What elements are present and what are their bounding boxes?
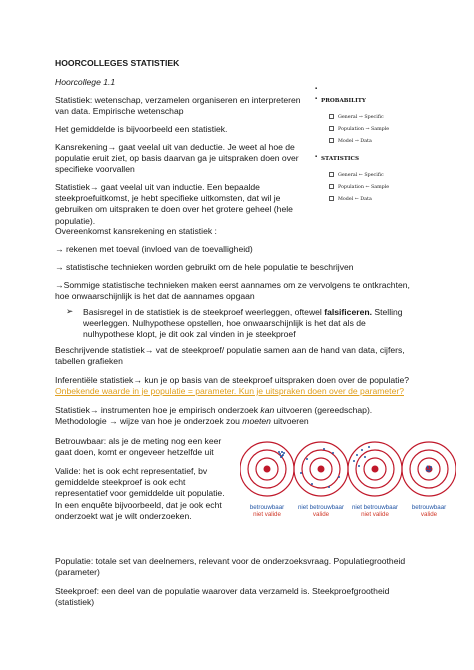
statistics-row	[329, 172, 384, 178]
probability-row-text: Model → Data	[338, 139, 372, 144]
para-toeval: → rekenen met toeval (invloed van de toevalligheid)	[55, 244, 253, 254]
statistics-row	[329, 196, 372, 202]
target-not-reliable-valid	[294, 442, 348, 496]
reliability-validity-figure	[240, 436, 456, 526]
para-gemiddelde: Het gemiddelde is bijvoorbeeld een statistiek.	[55, 124, 228, 134]
statistics-row-text: Model ← Data	[338, 197, 372, 202]
para-statistiek-inductie: Statistiek→ gaat veelal uit van inductie. Een bepaalde steekproefuitkomst, je hebt specifieke uitkomsten, dat wil je gebruiken om uitspraken te doen over het grotere geheel (hele populatie).	[55, 182, 293, 226]
checkbox-icon	[329, 138, 334, 143]
target-label	[345, 504, 405, 518]
statistics-row	[329, 184, 389, 190]
para-steekproef: Steekproef: een deel van de populatie waarover data verzameld is. Steekproefgrootheid (statistiek)	[55, 586, 390, 608]
target-label-top: betrouwbaar	[249, 504, 285, 511]
probability-row-text: General → Specific	[338, 115, 384, 120]
para-kansrekening: Kansrekening→ gaat veelal uit van deductie. Je weet al hoe de populatie eruit ziet, op basis daarvan ga je uitspraken doen over specifieke voorvallen	[55, 142, 299, 175]
document-title: HOORCOLLEGES STATISTIEK	[55, 58, 180, 68]
checkbox-icon	[329, 172, 334, 177]
instrumenten-text: Statistiek→ instrumenten hoe je empirisch onderzoek	[55, 405, 261, 415]
basisregel-text: Basisregel in de statistiek is de steekproef weerleggen, oftewel	[83, 307, 325, 317]
para-valide: Valide: het is ook echt representatief, bv gemiddelde steekproef is ook echt representatief voor gemiddelde uit populatie. In een enquête bijvoorbeeld, dat je ook echt onderzoekt wat je wilt onderzoeken.	[55, 466, 225, 521]
checkbox-icon	[329, 114, 334, 119]
moeten-term: moeten	[242, 416, 271, 427]
bullet-icon: ▪	[315, 86, 318, 92]
target-label-bottom: niet valide	[361, 511, 389, 518]
target-label-top: niet betrouwbaar	[351, 504, 399, 511]
kan-term: kan	[260, 405, 275, 415]
target-label-bottom: valide	[312, 511, 330, 518]
target-label-bottom: niet valide	[253, 511, 281, 518]
checkbox-icon	[329, 126, 334, 131]
methodologie-text: uitvoeren (gereedschap). Methodologie → wijze van hoe je onderzoek zou	[55, 405, 373, 427]
uitvoeren-text: uitvoeren	[270, 416, 309, 427]
targets-illustration	[240, 436, 456, 502]
target-label	[291, 504, 351, 518]
falsificeren-term: falsificeren.	[324, 307, 372, 317]
checkbox-icon	[329, 184, 334, 189]
statistics-row-text: General ← Specific	[338, 173, 384, 178]
para-overeenkomst: Overeenkomst kansrekening en statistiek :	[55, 226, 217, 236]
basisregel-text-rest: Stelling weerleggen. Nulhypothese opstellen, hoe onwaarschijnlijk is het dat als de nulhypothese klopt, je dit ook zal vinden in je steekproef	[83, 307, 403, 340]
para-instrumenten	[55, 405, 415, 427]
target-label-top: niet betrouwbaar	[297, 504, 345, 511]
target-label	[237, 504, 297, 518]
para-statistiek-definitie: Statistiek: wetenschap, verzamelen organiseren en interpreteren van data. Empirische wetenschap	[55, 95, 301, 117]
probability-statistics-figure	[313, 88, 423, 216]
para-beschrijvende: Beschrijvende statistiek→ vat de steekproef/ populatie samen aan de hand van data, cijfers, tabellen grafieken	[55, 345, 405, 367]
probability-row	[329, 138, 372, 144]
bullet-icon: ▪	[315, 96, 318, 102]
probability-row	[329, 114, 384, 120]
checkbox-icon	[329, 196, 334, 201]
target-reliable-valid	[402, 442, 456, 496]
statistics-heading: STATISTICS	[321, 156, 360, 162]
target-reliable-not-valid	[240, 442, 294, 496]
target-label-top: betrouwbaar	[411, 504, 447, 511]
para-betrouwbaar: Betrouwbaar: als je de meting nog een keer gaat doen, komt er ongeveer hetzelfde uit	[55, 436, 222, 458]
target-not-reliable-not-valid	[348, 442, 402, 496]
probability-heading: PROBABILITY	[321, 98, 366, 104]
probability-row-text: Population → Sample	[338, 127, 390, 132]
parameter-link[interactable]: Onbekende waarde in je populatie = parameter. Kun je uitspraken doen over de parameter?	[55, 386, 404, 396]
para-technieken: → statistische technieken worden gebruikt om de hele populatie te beschrijven	[55, 262, 354, 272]
para-populatie: Populatie: totale set van deelnemers, relevant voor de onderzoeksvraag. Populatiegrootheid (parameter)	[55, 556, 406, 578]
probability-row	[329, 126, 389, 132]
lecture-subtitle: Hoorcollege 1.1	[55, 77, 116, 87]
bullet-arrow-icon: ➢	[66, 307, 74, 317]
para-basisregel	[83, 307, 413, 341]
para-aannames: →Sommige statistische technieken maken eerst aannames om ze vervolgens te ontkrachten, hoe onwaarschijnlijk is het dat de aannames opgaan	[55, 280, 410, 302]
para-inferentiele: Inferentiële statistiek→ kun je op basis van de steekproef uitspraken doen over de populatie?	[55, 375, 409, 385]
target-label-bottom: valide	[420, 511, 438, 518]
statistics-row-text: Population ← Sample	[338, 185, 390, 190]
bullet-icon: ▪	[315, 154, 318, 160]
target-label	[399, 504, 459, 518]
